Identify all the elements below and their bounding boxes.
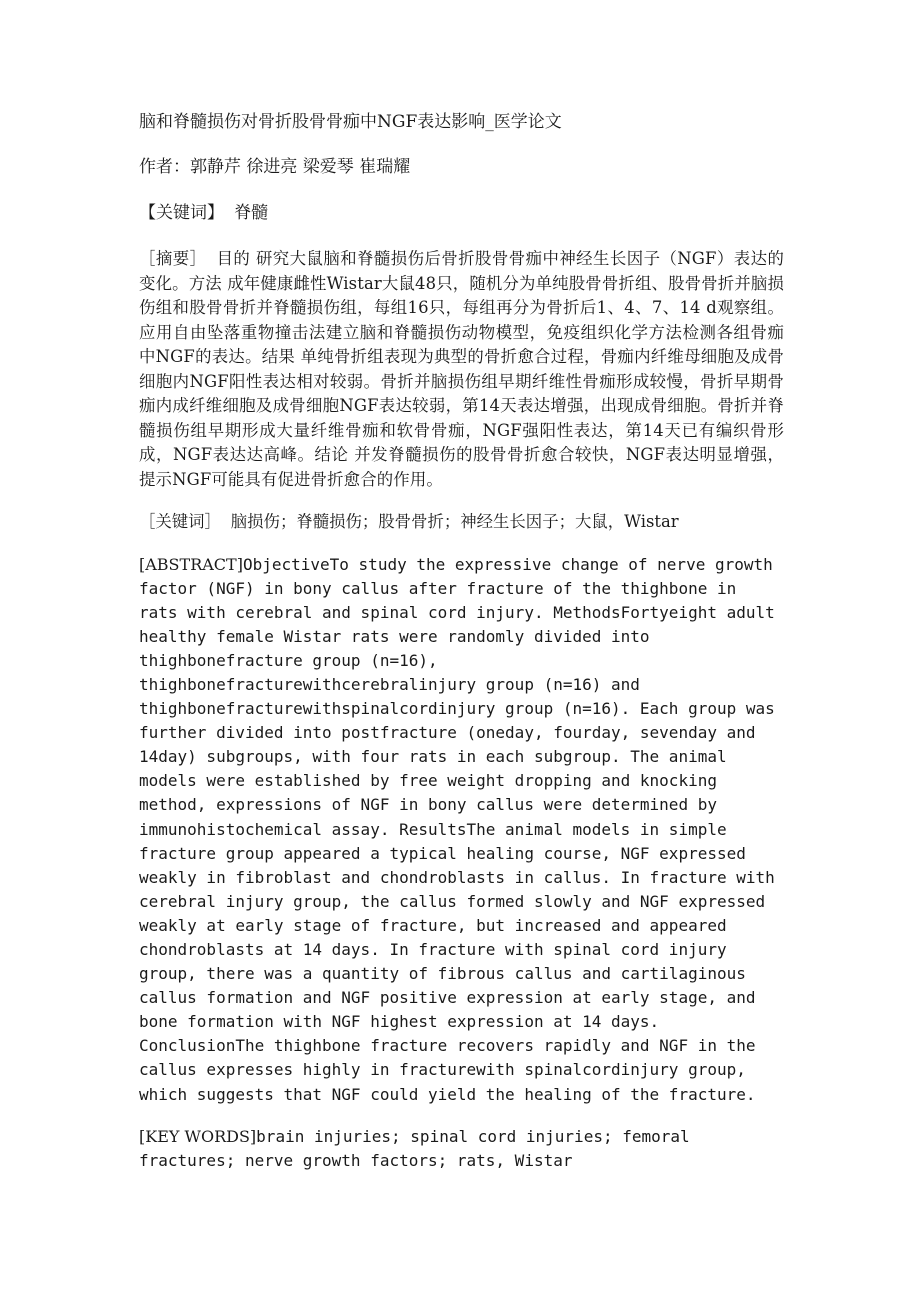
abstract-chinese-text: 目的 研究大鼠脑和脊髓损伤后骨折股骨骨痂中神经生长因子（NGF）表达的变化。方法 成年健康雌性Wistar大鼠48只，随机分为单纯股骨骨折组、股骨骨折并脑损伤组和股骨骨折并脊髓损伤组，每组16只，每组再分为骨折后1、4、7、14 d观察组。应用自由坠落重物撞击法建立脑和脊髓损伤动物模型，免疫组织化学方法检测各组骨痂中NGF的表达。结果 单纯骨折组表现为典型的骨折愈合过程，骨痂内纤维母细胞及成骨细胞内NGF阳性表达相对较弱。骨折并脑损伤组早期纤维性骨痂形成较慢，骨折早期骨痂内成纤维细胞及成骨细胞NGF表达较弱，第14天表达增强，出现成骨细胞。骨折并脊髓损伤组早期形成大量纤维骨痂和软骨骨痂，NGF强阳性表达，第14天已有编织骨形成，NGF表达达高峰。结论 并发脊髓损伤的股骨骨折愈合较快，NGF表达明显增强，提示NGF可能具有促进骨折愈合的作用。: [139, 249, 784, 489]
keyword-header-label: 【关键词】: [139, 203, 224, 223]
keywords-english-label: [KEY WORDS]: [139, 1126, 257, 1146]
abstract-english-text: ObjectiveTo study the expressive change of nerve growth factor (NGF) in bony callus after fracture of the thighbone in rats with cerebral and spinal cord injury. MethodsFortyeight adult healthy female Wistar rats were randomly divided into thighbonefracture group (n=16), thighbonefracturewithcerebralinjury group (n=16) and thighbonefracturewithspinalcordinjury group (n=16). Each group was further divided into postfracture (oneday, fourday, sevenday and 14day) subgroups, with four rats in each subgroup. The animal models were established by free weight dropping and knocking method, expressions of NGF in bony callus were determined by immunohistochemical assay. ResultsThe animal models in simple fracture group appeared a typical healing course, NGF expressed weakly in fibroblast and chondroblasts in callus. In fracture with cerebral injury group, the callus formed slowly and NGF expressed weakly at early stage of fracture, but increased and appeared chondroblasts at 14 days. In fracture with spinal cord injury group, there was a quantity of fibrous callus and cartilaginous callus formation and NGF positive expression at early stage, and bone formation with NGF highest expression at 14 days. ConclusionThe thighbone fracture recovers rapidly and NGF in the callus expresses highly in fracturewith spinalcordinjury group, which suggests that NGF could yield the healing of the fracture.: [139, 554, 775, 1104]
abstract-english-label: [ABSTRACT]: [139, 554, 243, 574]
author-label: 作者：: [139, 157, 190, 177]
keywords-chinese-label: ［关键词］: [139, 512, 221, 531]
keywords-chinese: [139, 510, 784, 535]
keyword-header-value: 脊髓: [234, 203, 269, 223]
keywords-chinese-text: 脑损伤；脊髓损伤；股骨骨折；神经生长因子；大鼠，Wistar: [230, 512, 679, 531]
abstract-chinese-label: ［摘要］: [139, 249, 207, 268]
document-page: [139, 108, 784, 1191]
abstract-chinese: [139, 247, 784, 492]
author-line: [139, 153, 784, 181]
keywords-english-text: brain injuries; spinal cord injuries; femoral fractures; nerve growth factors; rats, Wistar: [139, 1126, 690, 1170]
keyword-header: [139, 199, 784, 227]
page-title: 脑和脊髓损伤对骨折股骨骨痂中NGF表达影响_医学论文: [139, 112, 562, 132]
author-names: 郭静芹 徐进亮 梁爱琴 崔瑞耀: [190, 157, 411, 177]
abstract-english: [139, 553, 784, 1107]
keywords-english: [139, 1125, 784, 1173]
